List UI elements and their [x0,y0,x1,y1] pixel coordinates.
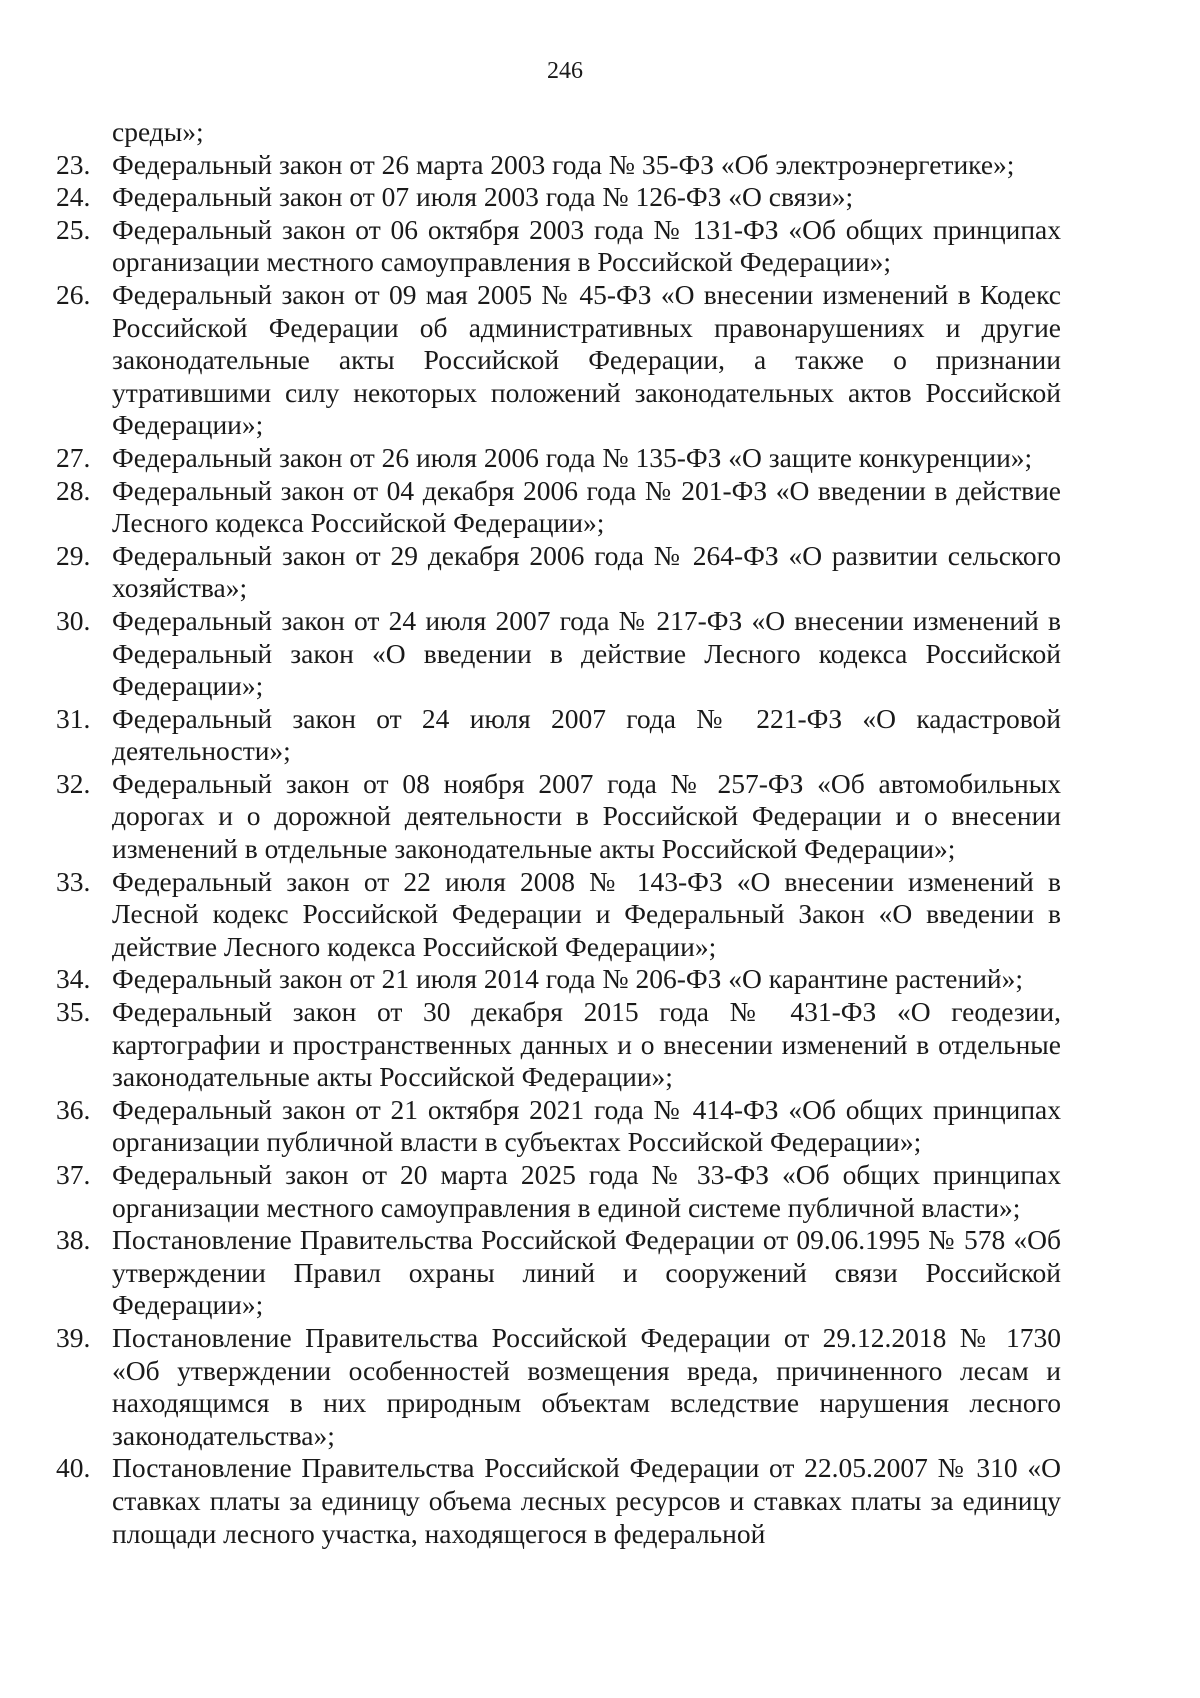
list-item-number: 39. [56,1321,91,1353]
list-item-number: 33. [56,865,91,897]
list-item [56,1224,1061,1322]
list-item [56,1452,1061,1550]
document-body [56,116,1061,1550]
list-item-number: 28. [56,474,91,506]
list-item-number: 29. [56,539,91,571]
list-item [56,1094,1061,1159]
list-item-text: Постановление Правительства Российской Федерации от 29.12.2018 № 1730 «Об утверждении особенностей возмещения вреда, причиненного лесам и находящимся в них природным объектам вследствие нарушения лесного законодательства»; [112,1321,1061,1451]
list-item-number: 26. [56,278,91,310]
list-item-text: Федеральный закон от 24 июля 2007 года № 221-ФЗ «О кадастровой деятельности»; [112,702,1061,767]
list-item-number: 30. [56,604,91,636]
list-item-number: 40. [56,1452,91,1484]
list-item [56,768,1061,866]
list-item-number: 24. [56,181,91,213]
list-item [56,1159,1061,1224]
list-item-number: 35. [56,996,91,1028]
list-item-number: 36. [56,1093,91,1125]
list-item [56,866,1061,964]
list-item [56,703,1061,768]
list-item-text: Федеральный закон от 26 марта 2003 года № 35-ФЗ «Об электроэнергетике»; [112,148,1015,180]
list-item [56,605,1061,703]
list-item-text: Федеральный закон от 30 декабря 2015 года № 431-ФЗ «О геодезии, картографии и пространственных данных и о внесении изменений в отдельные законодательные акты Российской Федерации»; [112,996,1061,1093]
list-item-text: Федеральный закон от 08 ноября 2007 года № 257-ФЗ «Об автомобильных дорогах и о дорожной деятельности в Российской Федерации и о внесении изменений в отдельные законодательные акты Российской Федерации»; [112,767,1061,865]
list-item-number: 32. [56,767,91,799]
list-item-number: 23. [56,148,91,180]
list-item-text: Федеральный закон от 21 октября 2021 года № 414-ФЗ «Об общих принципах организации публичной власти в субъектах Российской Федерации»; [112,1093,1061,1158]
list-item [56,475,1061,540]
list-item-text: Федеральный закон от 09 мая 2005 № 45-ФЗ «О внесении изменений в Кодекс Российской Федерации об административных правонарушениях и другие законодательные акты Российской Федерации, а также о признании утратившими силу некоторых положений законодательных актов Российской Федерации»; [112,278,1061,441]
list-item [56,1322,1061,1452]
list-item [56,442,1061,475]
list-item-text: Федеральный закон от 06 октября 2003 года № 131-ФЗ «Об общих принципах организации местного самоуправления в Российской Федерации»; [112,213,1061,278]
list-item-number: 31. [56,702,91,734]
page-number: 246 [547,58,583,84]
list-item-number: 38. [56,1224,91,1256]
list-item-text: Федеральный закон от 24 июля 2007 года № 217-ФЗ «О внесении изменений в Федеральный закон «О введении в действие Лесного кодекса Российской Федерации»; [112,604,1061,702]
list-item-text: Федеральный закон от 04 декабря 2006 года № 201-ФЗ «О введении в действие Лесного кодекса Российской Федерации»; [112,474,1061,539]
list-item-text: Постановление Правительства Российской Федерации от 09.06.1995 № 578 «Об утверждении Правил охраны линий и сооружений связи Российской Федерации»; [112,1224,1061,1321]
list-item-text: Постановление Правительства Российской Федерации от 22.05.2007 № 310 «О ставках платы за единицу объема лесных ресурсов и ставках платы за единицу площади лесного участка, находящегося в федеральной [112,1452,1061,1549]
list-item-number: 37. [56,1159,91,1190]
list-item-text: Федеральный закон от 26 июля 2006 года № 135-ФЗ «О защите конкуренции»; [112,441,1033,473]
list-item [56,181,1061,214]
list-item-text: Федеральный закон от 29 декабря 2006 года № 264-ФЗ «О развитии сельского хозяйства»; [112,539,1061,604]
list-item [56,149,1061,182]
list-item-number: 25. [56,213,91,245]
list-item [56,279,1061,442]
list-item-text: Федеральный закон от 22 июля 2008 № 143-ФЗ «О внесении изменений в Лесной кодекс Российской Федерации и Федеральный Закон «О введении в действие Лесного кодекса Российской Федерации»; [112,865,1061,962]
list-item-number: 27. [56,441,91,473]
list-item [56,996,1061,1094]
list-item [56,540,1061,605]
list-item-text: Федеральный закон от 20 марта 2025 года № 33-ФЗ «Об общих принципах организации местного самоуправления в единой системе публичной власти»; [112,1159,1061,1223]
list-item-number: 34. [56,963,91,995]
list-item [56,963,1061,996]
list-item-text: Федеральный закон от 21 июля 2014 года № 206-ФЗ «О карантине растений»; [112,963,1024,995]
continuation-text: среды»; [112,116,204,147]
list-item [56,214,1061,279]
list-item-text: Федеральный закон от 07 июля 2003 года № 126-ФЗ «О связи»; [112,181,854,213]
